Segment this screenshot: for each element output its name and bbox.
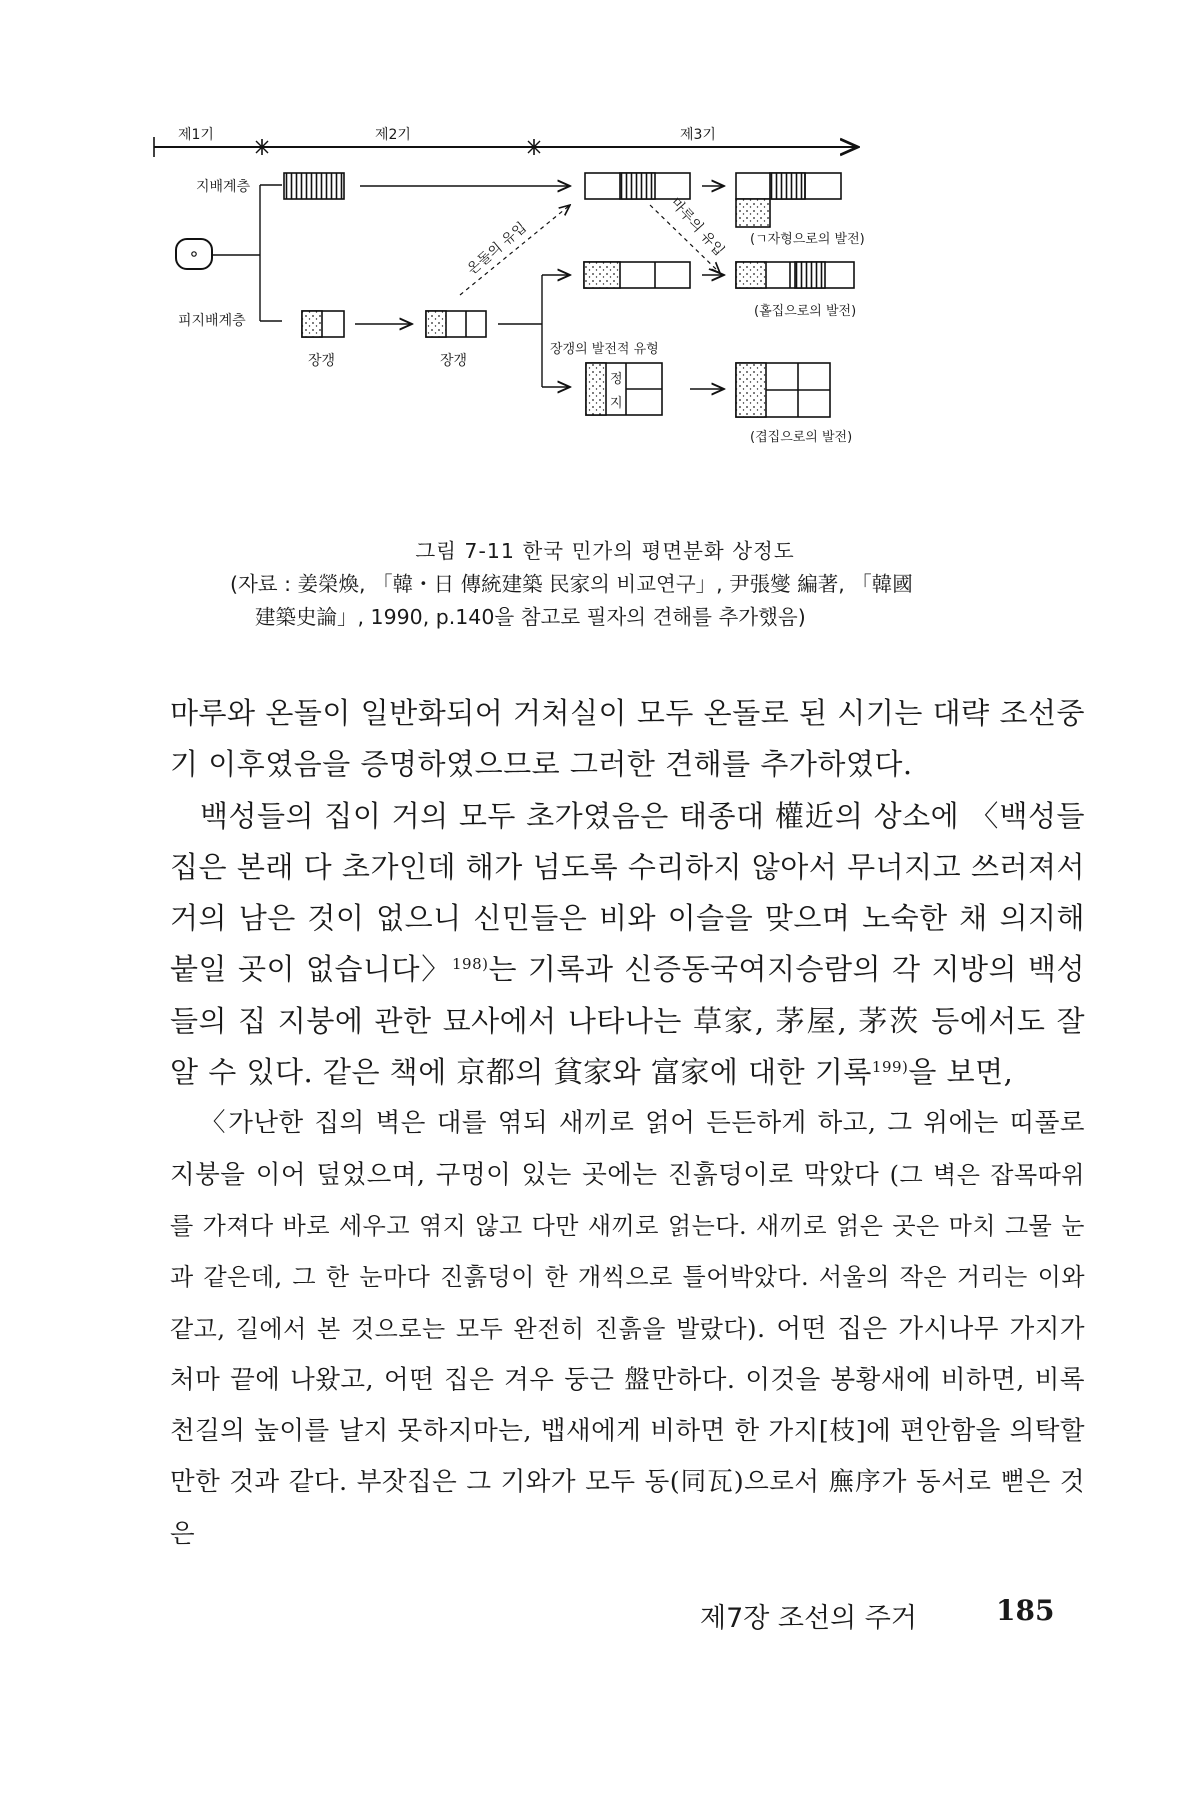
- hotjip-source-plan: [584, 262, 690, 288]
- caption-source-line-1: (자료 : 姜榮煥, 「韓・日 傳統建築 民家의 비교연구」, 尹張燮 編著, 「韓國: [230, 572, 913, 596]
- jeong-room-char: 정: [610, 372, 623, 387]
- gyeopjip-plan: [736, 363, 830, 417]
- paragraph-2: [170, 791, 1085, 1099]
- giyeok-plan: [736, 173, 841, 227]
- period-1-label: 제1기: [178, 127, 214, 143]
- development-type-label: 장갱의 발전적 유형: [550, 342, 659, 357]
- janggaeng-plan-2: [426, 311, 486, 337]
- janggaeng-plan-1: [302, 311, 344, 337]
- gyeopjip-source-plan: [586, 363, 662, 415]
- paragraph-2-text-a: 백성들의 집이 거의 모두 초가였음은 태종대 權近의 상소에 〈백성들 집은 본래 다 초가인데 해가 넘도록 수리하지 않아서 무너지고 쓰러져서 거의 남은 것이 없으니 신민들은 비와 이슬을 맞으며 노숙한 채 의지해 붙일 곳이 없습니다〉: [170, 798, 1085, 987]
- ruling-class-plan-2: [585, 173, 690, 199]
- paragraph-1: 마루와 온돌이 일반화되어 거처실이 모두 온돌로 된 시기는 대략 조선중기 이후였음을 증명하였으므로 그러한 견해를 추가하였다.: [170, 696, 1085, 782]
- quoted-passage: [170, 1098, 1085, 1560]
- quote-main-text: 〈가난한 집의 벽은 대를 엮되 새끼로 얽어 든든하게 하고, 그 위에는 띠풀로 지붕을 이어 덮었으며, 구멍이 있는 곳에는 진흙덩이로 막았다: [170, 1108, 1085, 1190]
- figure-caption: [150, 535, 1050, 634]
- body-text: [170, 688, 1085, 1560]
- page-number: 185: [996, 1594, 1055, 1627]
- caption-title: 그림 7-11 한국 민가의 평면분화 상정도: [415, 539, 795, 563]
- maru-influence-label: 마루의 유입: [667, 194, 728, 260]
- footnote-ref-199[interactable]: 199): [871, 1058, 909, 1077]
- ji-room-char: 지: [610, 396, 623, 411]
- paragraph-2-text-b: 는 기록과 신증동국여지승람의 각 지방의 백성들의 집 지붕에 관한 묘사에서 나타나는 草家, 茅屋, 茅茨 등에서도 잘 알 수 있다. 같은 책에 京都의 貧家와 富家에 대한 기록: [170, 952, 1085, 1090]
- quote-parenthetical-note: (그 벽은 잡목따위를 가져다 바로 세우고 엮지 않고 다만 새끼로 얽는다. 새끼로 얽은 곳은 마치 그물 눈과 같은데, 그 한 눈마다 진흙덩이 한 개씩으로 틀어박았다. 서울의 작은 거리는 이와 같고, 길에서 본 것으로는 모두 완전히 진흙을 발랐다): [170, 1160, 1085, 1343]
- timeline: [154, 126, 858, 157]
- page-footer: [700, 1596, 1100, 1636]
- branch-lines: [212, 185, 282, 321]
- chapter-running-title: 제7장 조선의 주거: [700, 1603, 917, 1634]
- quote-continuation: . 어떤 집은 가시나무 가지가 처마 끝에 나왔고, 어떤 집은 겨우 둥근 盤만하다. 이것을 봉황새에 비하면, 비록 천길의 높이를 날지 못하지마는, 뱁새에게 비하면 한 가지[枝]에 편안함을 의탁할 만한 것과 같다. 부잣집은 그 기와가 모두 동(同瓦)으로서 廡序가 동서로 뻗은 것은: [170, 1313, 1085, 1549]
- period-2-label: 제2기: [375, 127, 411, 143]
- footnote-ref-198[interactable]: 198): [451, 955, 489, 974]
- origin-dwelling-symbol: [176, 239, 212, 269]
- ruling-class-plan-1: [284, 173, 344, 199]
- figure-7-11-diagram: [150, 125, 1050, 515]
- period-3-label: 제3기: [680, 127, 716, 143]
- hotjip-development-label: (홑집으로의 발전): [754, 304, 857, 319]
- ruled-class-label: 피지배계층: [178, 313, 246, 329]
- development-branch-lines: [498, 275, 542, 387]
- janggaeng-label-1: 장갱: [308, 353, 336, 369]
- hotjip-plan: [736, 262, 854, 288]
- ondol-influence-arrow: [460, 205, 570, 295]
- ruling-class-label: 지배계층: [196, 179, 251, 195]
- janggaeng-label-2: 장갱: [440, 353, 468, 369]
- gyeopjip-development-label: (겹집으로의 발전): [750, 430, 853, 445]
- giyeok-development-label: (ㄱ자형으로의 발전): [750, 232, 865, 247]
- caption-source-line-2: 建築史論」, 1990, p.140을 참고로 필자의 견해를 추가했음): [255, 605, 806, 629]
- plan-differentiation-diagram: [150, 125, 1050, 515]
- ondol-influence-label: 온돌의 유입: [464, 219, 530, 279]
- paragraph-2-text-c: 을 보면,: [908, 1055, 1014, 1090]
